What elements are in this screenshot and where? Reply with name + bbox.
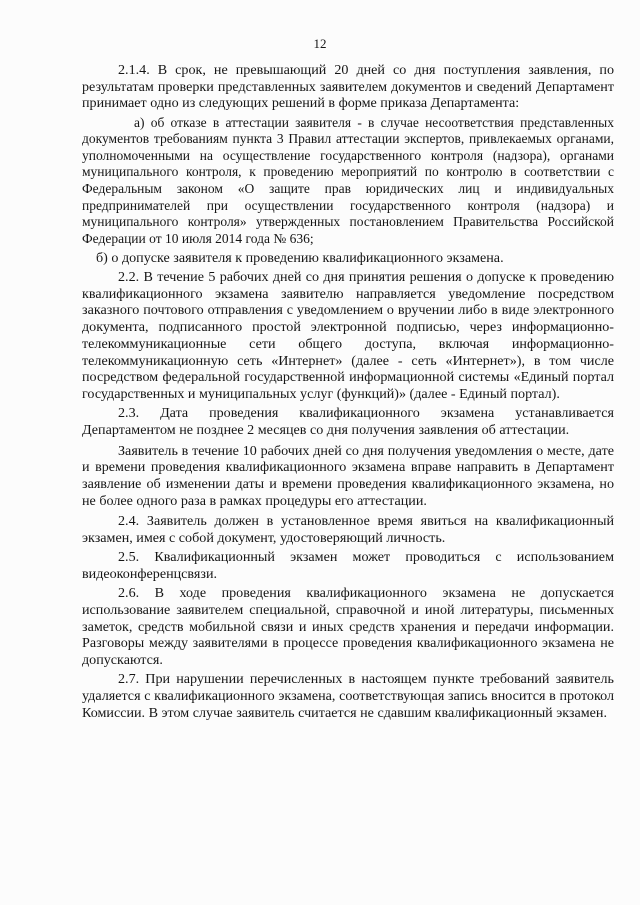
page-number: 12	[313, 36, 327, 51]
document-body	[82, 62, 614, 724]
paragraph-2-6: 2.6. В ходе проведения квалификационного экзамена не допускается использование заявителем специальной, справочной и иной литературы, письменных заметок, средств мобильной связи и иных средств хранения и передачи информации. Разговоры между заявителями в процессе проведения квалификационного экзамена не допускаются.	[82, 585, 614, 669]
paragraph-2-5: 2.5. Квалификационный экзамен может проводиться с использованием видеоконференцсвязи.	[82, 549, 614, 583]
paragraph-2-3: 2.3. Дата проведения квалификационного экзамена устанавливается Департаментом не позднее 2 месяцев со дня получения заявления об аттестации.	[82, 405, 614, 438]
paragraph-subitem-b: б) о допуске заявителя к проведению квалификационного экзамена.	[96, 249, 504, 266]
paragraph-2-3-continued: Заявитель в течение 10 рабочих дней со дня получения уведомления о месте, дате и времени проведения квалификационного экзамена вправе направить в Департамент заявление об изменении даты и времени проведения квалификационного экзамена, но не более одного раза в рамках процедуры его аттестации.	[82, 442, 614, 509]
paragraph-subitem-a: а) об отказе в аттестации заявителя - в случае несоответствия представленных документов требованиям пункта 3 Правил аттестации экспертов, привлекаемых органами, уполномоченными на осуществление государственного контроля (надзора), органами муниципального контроля, к проведению мероприятий по контролю в соответствии с Федеральным законом «О защите прав юридических лиц и индивидуальных предпринимателей при осуществлении государственного контроля (надзора) и муниципального контроля» утвержденных постановлением Правительства Российской Федерации от 10 июля 2014 года № 636;	[82, 114, 614, 246]
paragraph-2-2: 2.2. В течение 5 рабочих дней со дня принятия решения о допуске к проведению квалификационного экзамена заявителю направляется уведомление посредством заказного почтового отправления с уведомлением о вручении либо в виде электронного документа, подписанного простой электронной подписью, через информационно-телекоммуникационные сети общего доступа, включая информационно-телекоммуникационную сеть «Интернет» (далее - сеть «Интернет»), в том числе посредством федеральной государственной информационной системы «Единый портал государственных и муниципальных услуг (функций)» (далее - Единый портал).	[82, 269, 614, 402]
paragraph-2-4: 2.4. Заявитель должен в установленное время явиться на квалификационный экзамен, имея с собой документ, удостоверяющий личность.	[82, 513, 614, 547]
paragraph-2-1-4: 2.1.4. В срок, не превышающий 20 дней со дня поступления заявления, по результатам проверки представленных заявителем документов и сведений Департамент принимает одно из следующих решений в форме приказа Департамента:	[82, 62, 614, 112]
paragraph-2-7: 2.7. При нарушении перечисленных в настоящем пункте требований заявитель удаляется с квалификационного экзамена, соответствующая запись вносится в протокол Комиссии. В этом случае заявитель считается не сдавшим квалификационный экзамен.	[82, 671, 614, 721]
